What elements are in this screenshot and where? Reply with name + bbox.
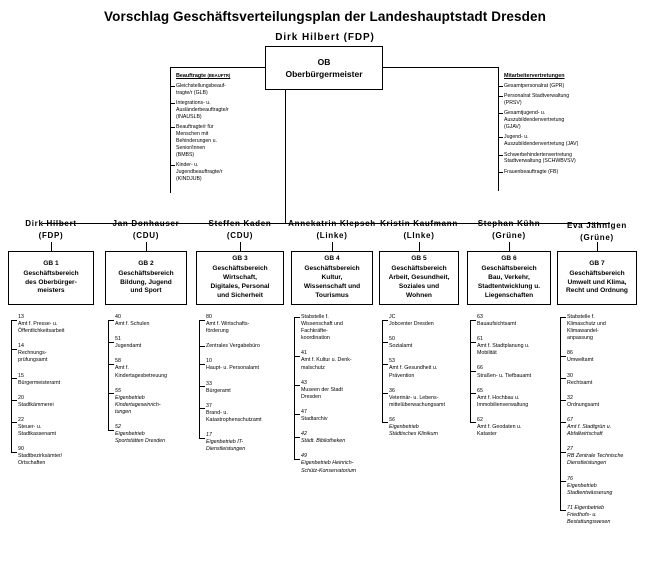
mitarbeitervertretungen-heading: Mitarbeitervertretungen [504,73,565,79]
gb-unit-name: Amt f. Schulen [115,321,150,328]
column-person-party: (Linke) [316,230,348,240]
gb-unit[interactable] [301,453,373,474]
gb-unit-number: 51 [115,336,121,343]
gb-unit-name: Amt f. Wirtschafts- förderung [206,321,250,335]
gb-unit[interactable] [115,424,187,445]
gb-unit[interactable] [206,432,284,453]
gb-unit[interactable] [389,358,459,379]
gb-unit-number: 43 [301,379,307,386]
column-person-name: Eva Jähnigen [567,221,627,230]
gb-column-7 [557,251,637,534]
gb-unit-number: 50 [389,336,395,343]
gb-unit[interactable] [206,403,284,424]
gb-unit-name: Steuer- u. Stadtkassenamt [18,424,56,438]
gb-unit[interactable] [301,409,373,423]
gb-column-stem [146,242,147,251]
gb-unit-number: 15 [18,372,24,379]
gb-unit-number: 14 [18,343,24,350]
column-person-header-3 [190,218,290,241]
beauftragte-item: Beauftragte/r für Menschen mit Behinderungen u. Senior/innen (BMBS) [176,124,242,158]
gb-unit-list-2 [105,314,187,445]
gb-unit[interactable] [301,350,373,371]
gb-unit-name: Stabstelle f. Wissenschaft und Fachkräfte- koordination [301,314,343,342]
column-person-party: (CDU) [226,230,254,240]
gb-unit[interactable] [206,314,284,335]
gb-unit-name: Amt f. Kindertagesbetreuung [115,365,168,379]
gb-number: GB 7 [589,259,605,267]
gb-unit[interactable] [301,380,373,401]
mitarbeitervertretungen-list [504,73,608,179]
column-person-header-4 [285,218,379,241]
gb-number: GB 5 [411,255,427,263]
gb-unit[interactable] [567,314,637,342]
gb-unit[interactable] [115,336,187,350]
column-person-party: (Grüne) [580,232,614,242]
gb-column-stem [332,242,333,251]
gb-unit-number: 53 [389,358,395,365]
beauftragte-heading: Beauftragte (BEAUFTR) [176,73,231,79]
gb-column-1 [8,251,94,476]
gb-unit[interactable] [567,373,637,387]
gb-unit[interactable] [115,358,187,379]
gb-unit-name: Haupt- u. Personalamt [206,365,259,372]
gb-name: Geschäftsbereich Wirtschaft, Digitales, Personal und Sicherheit [210,265,270,299]
beauftragte-connector-horizontal [170,67,266,68]
gb-unit-name: Städt. Bibliotheken [301,438,346,445]
column-person-name: Dirk Hilbert [25,219,77,228]
gb-unit-name: Stadtkämmerei [18,401,54,408]
ob-box-line2: Oberbürgermeister [285,69,363,79]
beauftragte-item: Gleichstellungsbeauf- tragte/r (GLB) [176,83,242,97]
ob-box-line1: OB [317,56,331,67]
gb-unit[interactable] [567,505,637,526]
gb-unit-name: Bürgermeisteramt [18,379,61,386]
gb-unit[interactable] [389,314,459,328]
gb-unit-number: 40 [115,314,121,320]
gb-unit-number: 52 [115,424,121,431]
gb-unit-name: Eigenbetrieb Städtisches Klinikum [389,424,438,438]
mitarbeitervertretungen-items [504,83,608,175]
gb-unit-name: Friedhofs- u. Bestattungswesen [567,511,611,525]
gb-unit-name: RB Zentrale Technische Dienstleistungen [567,453,624,467]
gb-unit-number: 61 [477,336,483,343]
gb-unit-number: 80 [206,314,212,320]
gb-unit-name: Stadtbezirksämter/ Ortschaften [18,453,63,467]
gb-unit-name: Bürgeramt [206,387,231,394]
gb-unit-name: Umweltamt [567,357,594,364]
gb-unit-name: Jobcenter Dresden [389,321,434,328]
gb-number: GB 6 [501,255,517,263]
gb-unit-list-6 [467,314,551,438]
gb-unit-spine [11,320,12,452]
gb-unit-name: Eigenbetrieb Kindertageseinrich- tungen [115,394,161,415]
gb-unit-name: Rechnungs- prüfungsamt [18,350,48,364]
gb-column-4 [291,251,373,483]
gb-unit[interactable] [18,373,94,387]
gb-unit[interactable] [18,446,94,467]
gb-unit-name: Museen der Stadt Dresden [301,386,343,400]
gb-unit[interactable] [477,314,551,328]
gb-unit[interactable] [389,336,459,350]
gb-name: Geschäftsbereich Arbeit, Gesundheit, Soziales und Wohnen [388,265,450,299]
gb-unit[interactable] [301,431,373,445]
column-person-party: (FDP) [38,230,64,240]
gb-name: Geschäftsbereich des Oberbürger- meisters [23,269,79,295]
mitarbeitervertretungen-item: Gesamtjugend- u. Auszubildendenvertretung (GJAV) [504,110,608,131]
gb-unit-number: 30 [567,372,573,379]
gb-unit-name: Amt f. Kultur u. Denk- malschutz [301,357,352,371]
gb-column-stem [51,242,52,251]
gb-unit[interactable] [567,395,637,409]
gb-unit-name: Ordnungsamt [567,401,600,408]
gb-unit-number: 13 [18,314,24,320]
gb-unit-number: 32 [567,394,573,401]
gb-unit[interactable] [301,314,373,342]
column-person-header-5 [373,218,465,241]
gb-unit[interactable] [206,381,284,395]
gb-unit-number: 90 [18,446,24,453]
column-person-party: (LInke) [403,230,435,240]
gb-unit[interactable] [115,314,187,328]
gb-unit-name: Amt f. Stadtgrün u. Abfallwirtschaft [567,424,612,438]
mitarbeitervertretungen-item: Gesamtpersonalrat (GPR) [504,83,608,90]
gb-unit[interactable] [389,388,459,409]
gb-unit-name: Stabstelle f. Klimaschutz und Klimawandel- anpassung [567,314,606,342]
gb-unit[interactable] [477,388,551,409]
mitarbeitervertretungen-item: Frauenbeauftragte (FB) [504,169,608,176]
ob-person-label: Dirk Hilbert (FDP) [275,32,375,43]
gb-unit[interactable] [567,476,637,497]
gb-unit-name: Brand- u. Katastrophenschutzamt [206,409,262,423]
column-person-party: (Grüne) [492,230,526,240]
gb-head-box-2[interactable] [105,251,187,305]
gb-unit-number: 37 [206,402,212,409]
gb-unit[interactable] [477,365,551,379]
gb-unit-list-7 [557,314,637,526]
column-person-header-2 [99,218,193,241]
gb-unit-number: 22 [18,416,24,423]
gb-unit[interactable] [567,417,637,438]
beauftragte-heading-abbr: (BEAUFTR) [207,73,231,78]
gb-unit-name: Stadtarchiv [301,416,328,423]
gb-unit-name: Eigenbetrieb Sportstätten Dresden [115,431,166,445]
gb-column-stem [509,242,510,251]
beauftragte-list [176,73,242,186]
gb-unit-number: 47 [301,408,307,415]
column-person-name: Jan Donhauser [112,219,180,228]
beauftragte-items [176,83,242,182]
gb-unit-spine [199,320,200,438]
ob-connector-stem [285,90,286,223]
beauftragte-item: Kinder- u. Jugendbeauftragte/r (KINDJUB) [176,162,242,183]
gb-unit[interactable] [567,350,637,364]
gb-unit-number: 55 [115,387,121,394]
gb-head-box-6[interactable] [467,251,551,305]
column-person-name: Annekatrin Klepsch [288,219,376,228]
gb-unit[interactable] [18,417,94,438]
gb-unit-number: JC [389,314,396,320]
gb-unit-name: Amt f. Hochbau u. Immobilienverwaltung [477,394,529,408]
mitarbeitervertretungen-item: Personalrat Stadtverwaltung (PRSV) [504,93,608,107]
gb-column-stem [240,242,241,251]
gb-unit-name: Sozialamt [389,343,413,350]
gb-head-box-4[interactable] [291,251,373,305]
column-person-header-6 [461,218,557,241]
gb-unit-list-5 [379,314,459,438]
gb-unit-name: Straßen- u. Tiefbauamt [477,372,532,379]
mav-connector-horizontal [382,67,498,68]
gb-column-stem [597,242,598,251]
gb-unit-spine [108,320,109,430]
gb-unit-name: Rechtsamt [567,379,593,386]
gb-number: GB 1 [43,259,59,267]
gb-unit[interactable] [389,417,459,438]
gb-column-6 [467,251,551,446]
gb-unit-number: 65 [477,387,483,394]
gb-unit-number: 63 [477,314,483,320]
gb-unit[interactable] [18,395,94,409]
gb-unit-number: 56 [389,416,395,423]
page-title: Vorschlag Geschäftsverteilungsplan der Landeshauptstadt Dresden [104,9,546,24]
gb-unit-number: 66 [477,365,483,372]
gb-unit-name: Jugendamt [115,343,142,350]
gb-unit-list-3 [196,314,284,453]
column-person-party: (CDU) [132,230,160,240]
gb-number: GB 3 [232,255,248,263]
column-person-name: Steffen Kaden [208,219,272,228]
gb-column-stem [419,242,420,251]
column-person-name: Stephan Kühn [477,219,541,228]
gb-name: Geschäftsbereich Bildung, Jugend und Sport [118,269,174,295]
column-person-header-1 [2,218,100,241]
gb-unit-number: 36 [389,387,395,394]
gb-unit-number: 71 Eigenbetrieb [567,504,605,511]
gb-unit-number: 62 [477,416,483,423]
gb-unit-name: Eigenbetrieb Stadtentwässerung [567,482,613,496]
gb-unit-list-1 [8,314,94,468]
gb-unit-name: Bauaufsichtsamt [477,321,517,328]
gb-unit-name: Zentrales Vergabebüro [206,343,260,350]
gb-head-box-1[interactable] [8,251,94,305]
gb-head-box-7[interactable] [557,251,637,305]
column-person-header-7 [551,220,643,243]
gb-unit[interactable] [477,417,551,438]
gb-unit-name: Veterinär- u. Lebens- mittelüberwachungsamt [389,394,445,408]
gb-unit[interactable] [567,446,637,467]
mitarbeitervertretungen-item: Jugend- u. Auszubildendenvertretung (JAV) [504,134,608,148]
gb-unit-number: 58 [115,358,121,365]
gb-unit-number: 33 [206,380,212,387]
gb-unit-name: Amt f. Gesundheit u. Prävention [389,365,438,379]
gb-unit-name: Eigenbetrieb Heinrich- Schütz-Konservatorium [301,460,357,474]
gb-unit[interactable] [115,388,187,416]
gb-unit[interactable] [18,343,94,364]
gb-unit-number: 27 [567,446,573,453]
gb-number: GB 2 [138,259,154,267]
gb-unit-number: 67 [567,416,573,423]
gb-unit-name: Amt f. Presse- u. Öffentlichkeitsarbeit [18,321,65,335]
gb-name: Geschäftsbereich Kultur, Wissenschaft und Tourismus [303,265,361,299]
gb-head-box-5[interactable] [379,251,459,305]
gb-column-5 [379,251,459,446]
gb-unit-number: 17 [206,432,212,439]
gb-name: Geschäftsbereich Bau, Verkehr, Stadtentwicklung u. Liegenschaften [477,265,541,299]
gb-column-3 [196,251,284,461]
mitarbeitervertretungen-item: Schwerbehindertenvertretung Stadtverwaltung (SCHWBVSV) [504,152,608,166]
ob-box [265,46,383,90]
gb-head-box-3[interactable] [196,251,284,305]
gb-unit-name: Amt f. Stadtplanung u. Mobilität [477,343,530,357]
gb-unit[interactable] [206,358,284,372]
gb-unit-number: 41 [301,350,307,357]
gb-unit-number: 86 [567,350,573,357]
gb-unit-name: Amt f. Geodaten u. Kataster [477,424,522,438]
gb-number: GB 4 [324,255,340,263]
gb-unit-spine [382,320,383,423]
gb-unit-number: 76 [567,475,573,482]
column-person-name: Kristin Kaufmann [380,219,458,228]
gb-unit[interactable] [206,343,284,350]
gb-column-2 [105,251,187,453]
gb-unit-number: 42 [301,431,307,438]
gb-unit-number: 20 [18,394,24,401]
gb-unit-number: 49 [301,453,307,460]
gb-unit-list-4 [291,314,373,475]
gb-unit[interactable] [18,314,94,335]
gb-unit-number: 10 [206,358,212,365]
gb-name: Geschäftsbereich Umwelt und Klima, Recht und Ordnung [566,269,628,295]
beauftragte-item: Integrations- u. Ausländerbeauftragte/r (INAUSLB) [176,100,242,121]
gb-unit[interactable] [477,336,551,357]
gb-unit-name: Eigenbetrieb IT- Dienstleistungen [206,439,246,453]
